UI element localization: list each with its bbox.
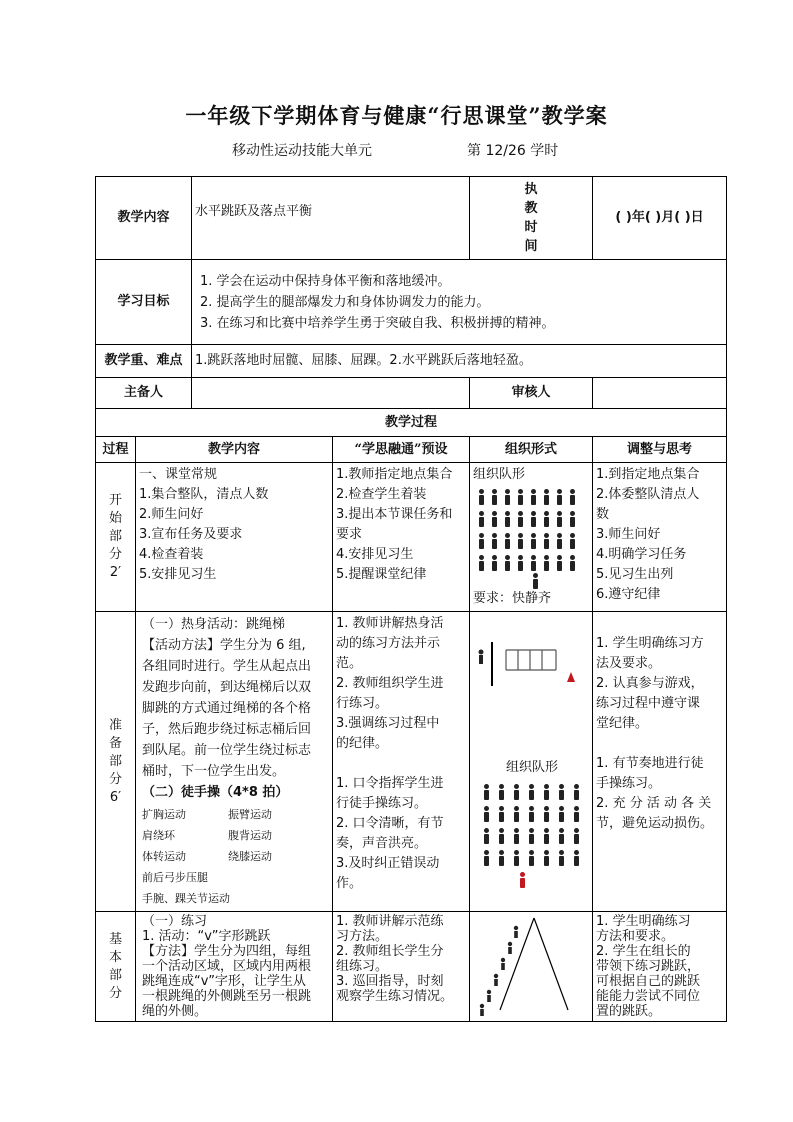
stage-start-row [96,463,727,612]
teacher-icon [531,573,540,589]
exercise-item: 前后弓步压腿 [142,871,208,884]
preset-line: 习方法。 [336,929,389,944]
stage-char: 备 [108,735,122,751]
student-icon [490,511,499,527]
teacher-icon [518,872,527,888]
content-line: 【活动方法】学生分为 6 组, [142,638,306,653]
student-icon [572,828,581,844]
student-icon [503,555,512,571]
org-label: 组织队形 [506,760,559,775]
student-icon [529,489,538,505]
student-icon [490,555,499,571]
student-icon [572,806,581,822]
preset-line: 1.教师指定地点集合 [336,467,453,482]
student-icon [529,511,538,527]
adjust-line: 1. 有节奏地进行徒 [596,756,704,771]
students-group [480,926,518,1016]
exercise-row [142,804,329,825]
content-line: （一）练习 [142,914,208,929]
adjust-line: 2. 学生在组长的 [596,944,691,959]
content-line: 5.安排见习生 [139,567,217,582]
student-icon [497,850,506,866]
process-label: 教学过程 [96,409,727,437]
student-icon [503,489,512,505]
preset-line: 5.提醒课堂纪律 [336,567,427,582]
adjust-line: 数 [596,507,610,522]
prep-content [136,612,333,912]
student-icon [516,533,525,549]
student-icon [527,850,536,866]
student-icon [568,533,577,549]
student-icon [512,784,521,800]
exercise-row [142,825,329,846]
marker-cone-icon [567,672,575,682]
content-line: 子，然后跑步绕过标志桶后回 [142,722,312,737]
key-label: 教学重、难点 [96,345,192,378]
adjust-line: 能能力尝试不同位 [596,989,701,1004]
student-icon [557,828,566,844]
stage-char: 本 [108,949,122,965]
student-icon [542,850,551,866]
adjust-line: 2. 充 分 活 动 各 关 [596,796,712,811]
goal-item: 1. 学会在运动中保持身体平衡和落地缓冲。 [200,273,451,289]
adjust-line: 手操练习。 [596,776,662,791]
student-icon [527,784,536,800]
exec-label-char: 时 [524,220,538,235]
content-line: 1. 活动：“v”字形跳跃 [142,929,271,944]
student-icon [529,533,538,549]
student-icon [572,850,581,866]
student-icon [557,806,566,822]
stage-char: 部 [108,967,122,983]
start-content [136,463,333,612]
col-organization: 组织形式 [470,437,593,463]
stage-basic-name [96,912,136,1022]
start-preset [333,463,470,612]
student-icon [529,555,538,571]
goals-list [192,260,727,345]
goal-item: 3. 在练习和比赛中培养学生勇于突破自我、积极拼搏的精神。 [200,315,555,331]
adjust-line: 练习过程中遵守课 [596,696,701,711]
preset-line: 观察学生练习情况。 [336,989,454,1004]
preset-line: 3.强调练习过程中 [336,716,440,731]
student-icon [512,850,521,866]
stage-char: 部 [108,529,122,544]
key-row [96,345,727,378]
content-line: 2.师生问好 [139,507,204,522]
adjust-line: 2. 认真参与游戏， [596,676,704,691]
content-line: 4.检查着装 [139,547,204,562]
basic-adjust [593,912,727,1022]
prep-preset [333,612,470,912]
preset-line: 3.及时纠正错误动 [336,856,440,871]
stage-char: 分 [108,547,122,562]
content-line: 到队尾。前一位学生绕过标志 [142,743,312,758]
start-adjust [593,463,727,612]
stage-char: 始 [108,511,122,526]
student-icon [542,784,551,800]
preset-line: 4.安排见习生 [336,547,414,562]
preset-line: 范。 [336,656,363,671]
process-row [96,409,727,437]
preset-line: 1. 教师讲解示范练 [336,914,444,929]
preparer-label: 主备人 [96,378,192,409]
basic-organization [470,912,593,1022]
goals-row [96,260,727,345]
adjust-line: 2.体委整队清点人 [596,487,700,502]
adjust-line: 1.到指定地点集合 [596,467,700,482]
student-icon [482,784,491,800]
student-icon [555,511,564,527]
adjust-line: 5.见习生出列 [596,567,674,582]
content-line: 3.宣布任务及要求 [139,527,243,542]
student-icon [568,489,577,505]
preset-line: 2. 教师组长学生分 [336,944,444,959]
adjust-line: 可根据自己的跳跃 [596,974,701,989]
stage-char: 基 [108,931,122,947]
student-icon [555,489,564,505]
preparer-row [96,378,727,409]
exercise-item: 体转运动 [142,850,186,863]
content-label: 教学内容 [96,177,192,260]
student-icon [516,555,525,571]
preset-line: 2. 教师组织学生进 [336,676,444,691]
adjust-line: 6.遵守纪律 [596,587,661,602]
student-icon [572,784,581,800]
prep-organization [470,612,593,912]
content-line: 一根跳绳的外侧跳至另一根跳 [142,989,312,1004]
preset-line: 1. 口令指挥学生进 [336,776,444,791]
student-icon [542,555,551,571]
org-label: 组织队形 [473,467,526,482]
student-icon [490,533,499,549]
content-line: 发跑步向前，到达绳梯后以双 [142,680,312,695]
preset-line: 行练习。 [336,696,389,711]
lesson-number: 第 12/26 学时 [467,143,559,159]
student-icon [477,555,486,571]
stage-basic-row [96,912,727,1022]
student-icon [503,533,512,549]
preset-line: 3.提出本节课任务和 [336,507,453,522]
student-icon [482,806,491,822]
col-content: 教学内容 [136,437,333,463]
preset-line: 的纪律。 [336,736,389,751]
content-line: 【方法】学生分为四组，每组 [142,944,312,959]
student-icon [497,828,506,844]
adjust-line: 方法和要求。 [596,929,675,944]
page-title: 一年级下学期体育与健康“行思课堂”教学案 [185,103,608,128]
preparer-value [192,378,470,409]
content-line: 绳的外侧。 [142,1004,208,1019]
preset-line: 1. 教师讲解热身活 [336,616,444,631]
exec-label-stack [473,180,589,256]
student-icon [568,555,577,571]
exercise-row [142,846,329,867]
prep-formation [482,784,585,866]
spacer [336,754,466,774]
exercise-item: 肩绕环 [142,829,175,842]
adjust-line: 置的跳跃。 [596,1004,662,1019]
student-icon [555,555,564,571]
stage-char: 部 [108,753,122,769]
student-icon [482,850,491,866]
stage-prep-name [96,612,136,912]
preset-line: 动的练习方法并示 [336,636,441,651]
preset-line: 要求 [336,527,363,542]
basic-content [136,912,333,1022]
student-icon [482,828,491,844]
preset-line: 行徒手操练习。 [336,796,428,811]
lesson-plan-table [95,176,727,1022]
student-icon [516,511,525,527]
adjust-line: 法及要求。 [596,656,662,671]
sub-title: （二）徒手操（4*8 拍） [142,785,289,800]
stage-char: 准 [108,717,122,733]
content-line: 一个活动区域，区域内用两根 [142,959,312,974]
rope-ladder-diagram [476,640,593,700]
content-line: （一）热身活动：跳绳梯 [142,617,286,632]
column-header-row [96,437,727,463]
rope-line-right [534,918,568,1010]
unit-name: 移动性运动技能大单元 [232,143,372,159]
exec-date: ( )年( )月( )日 [593,177,727,260]
teacher-position [473,573,589,589]
student-icon [527,828,536,844]
reviewer-label: 审核人 [470,378,593,409]
student-icon [557,850,566,866]
spacer [596,734,723,754]
org-requirement: 要求：快静齐 [473,591,552,606]
preset-line: 2.检查学生着装 [336,487,427,502]
content-value: 水平跳跃及落点平衡 [192,177,470,260]
adjust-line: 4.明确学习任务 [596,547,687,562]
student-icon [503,511,512,527]
stage-time: 2′ [109,565,122,580]
stage-prep-row [96,612,727,912]
exec-time-label [470,177,593,260]
exec-label-char: 执 [524,182,538,197]
student-icon [555,533,564,549]
exercise-item: 腹背运动 [228,829,272,842]
exercise-item: 扩胸运动 [142,808,186,821]
exec-label-char: 教 [524,201,538,216]
start-organization [470,463,593,612]
student-icon [542,806,551,822]
adjust-line: 1. 学生明确练习方 [596,636,704,651]
preset-line: 2. 口令清晰，有节 [336,816,444,831]
exec-label-char: 间 [524,239,538,254]
preset-line: 作。 [336,876,363,891]
student-icon [477,511,486,527]
content-line: 跳绳连成“v”字形，让学生从 [142,974,306,989]
student-icon [497,784,506,800]
stage-time: 6′ [109,789,122,805]
preset-line: 组练习。 [336,959,389,974]
content-line: 1.集合整队，清点人数 [139,487,269,502]
content-line: 一、课堂常规 [139,467,218,482]
adjust-line: 3.师生问好 [596,527,661,542]
stage-start-name [96,463,136,612]
goal-item: 2. 提高学生的腿部爆发力和身体协调发力的能力。 [200,294,490,310]
adjust-line: 1. 学生明确练习 [596,914,691,929]
student-icon [477,533,486,549]
adjust-line: 堂纪律。 [596,716,649,731]
start-student [479,650,484,665]
student-icon [542,511,551,527]
v-jump-diagram [472,914,589,1018]
preset-line: 3. 巡回指导，时刻 [336,974,444,989]
student-icon [497,806,506,822]
content-line: 桶时，下一位学生出发。 [142,764,286,779]
col-stage: 过程 [96,437,136,463]
student-icon [542,828,551,844]
col-preset: “学思融通”预设 [333,437,470,463]
content-line: 各组同时进行。学生从起点出 [142,659,312,674]
goals-label: 学习目标 [96,260,192,345]
col-adjust: 调整与思考 [593,437,727,463]
stage-char: 开 [108,493,122,508]
adjust-line: 节，避免运动损伤。 [596,816,714,831]
student-icon [512,806,521,822]
student-icon [477,489,486,505]
preset-line: 奏，声音洪亮。 [336,836,428,851]
reviewer-value [593,378,727,409]
student-icon [490,489,499,505]
prep-adjust [593,612,727,912]
stage-char: 分 [108,771,122,787]
student-icon [512,828,521,844]
student-icon [516,489,525,505]
student-icon [557,784,566,800]
student-icon [568,511,577,527]
student-icon [527,806,536,822]
stage-char: 分 [108,985,122,1001]
start-formation [477,489,589,571]
exercise-item: 手腕、踝关节运动 [142,892,230,905]
student-icon [542,533,551,549]
basic-preset [333,912,470,1022]
exercise-item: 绕膝运动 [228,850,272,863]
adjust-line: 带领下练习跳跃， [596,959,701,974]
content-line: 脚跳的方式通过绳梯的各个格 [142,701,312,716]
exercise-item: 振臂运动 [228,808,272,821]
student-icon [542,489,551,505]
content-row [96,177,727,260]
key-value: 1.跳跃落地时屈髋、屈膝、屈踝。2.水平跳跃后落地轻盈。 [192,345,727,378]
